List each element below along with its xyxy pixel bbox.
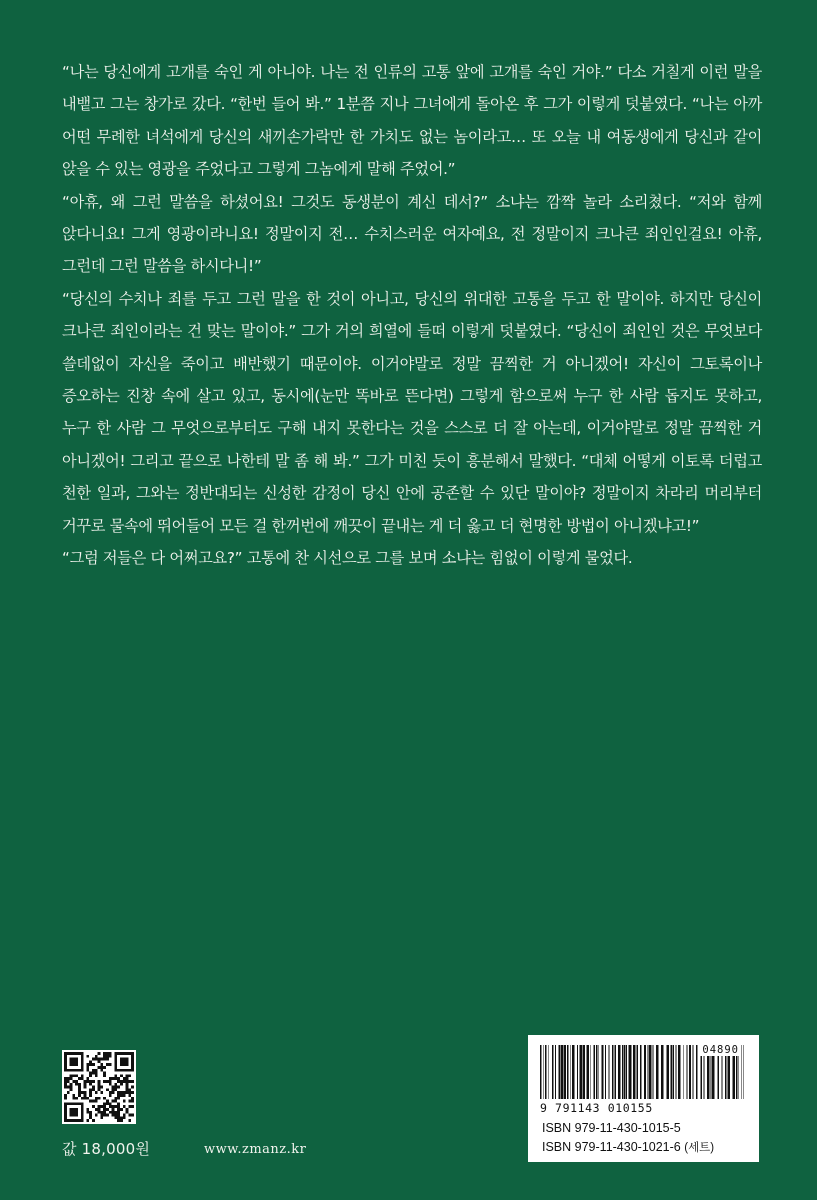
qr-module xyxy=(95,1058,98,1061)
barcode-bar xyxy=(626,1045,627,1099)
qr-module xyxy=(89,1114,92,1117)
qr-module xyxy=(64,1097,67,1100)
qr-module xyxy=(112,1091,115,1094)
qr-module xyxy=(98,1108,101,1111)
qr-module xyxy=(117,1116,120,1119)
qr-module xyxy=(117,1086,120,1089)
qr-module xyxy=(123,1100,126,1103)
barcode-bar xyxy=(561,1045,563,1099)
qr-module xyxy=(128,1074,131,1077)
barcode-bar xyxy=(649,1045,652,1099)
qr-module xyxy=(98,1052,101,1055)
qr-module xyxy=(131,1100,134,1103)
qr-module xyxy=(117,1091,120,1094)
barcode-bar xyxy=(596,1045,598,1099)
barcode-bar xyxy=(609,1045,610,1099)
qr-module xyxy=(117,1111,120,1114)
qr-module xyxy=(126,1074,129,1077)
qr-module xyxy=(89,1083,92,1086)
qr-module xyxy=(67,1086,70,1089)
qr-module xyxy=(70,1083,73,1086)
qr-module xyxy=(114,1114,117,1117)
qr-module xyxy=(109,1063,112,1066)
qr-module xyxy=(131,1097,134,1100)
qr-module xyxy=(100,1063,103,1066)
qr-module xyxy=(126,1108,129,1111)
qr-module xyxy=(106,1114,109,1117)
qr-module xyxy=(112,1088,115,1091)
qr-module xyxy=(78,1094,81,1097)
barcode-bar xyxy=(577,1045,578,1099)
paragraph-2: “아휴, 왜 그런 말씀을 하셨어요! 그것도 동생분이 계신 데서?” 소냐는 깜짝 놀라 소리쳤다. “저와 함께 앉다니요! 그게 영광이라니요! 정말이지 전… 수치스러운 여자예요, 전 정말이지 크나큰 죄인인걸요! 아휴, 그런데 그런 말씀을 하시다니!” xyxy=(62,192,762,276)
barcode-bar xyxy=(673,1045,674,1099)
paragraph-4: “그럼 저들은 다 어쩌고요?” 고통에 찬 시선으로 그를 보며 소냐는 힘없이 이렇게 물었다. xyxy=(62,549,633,568)
isbn-main xyxy=(542,1121,681,1135)
qr-module xyxy=(106,1063,109,1066)
barcode-number: 9 791143 010155 xyxy=(540,1101,653,1115)
qr-module xyxy=(112,1100,115,1103)
qr-module xyxy=(89,1063,92,1066)
barcode-bar xyxy=(683,1045,684,1099)
qr-module xyxy=(103,1102,106,1105)
qr-module xyxy=(98,1097,101,1100)
qr-module xyxy=(106,1108,109,1111)
qr-module xyxy=(95,1097,98,1100)
qr-module xyxy=(92,1063,95,1066)
qr-module xyxy=(120,1119,123,1122)
barcode-bar xyxy=(633,1045,636,1099)
barcode-bar xyxy=(629,1045,632,1099)
barcode-bar xyxy=(555,1045,556,1099)
qr-module xyxy=(92,1069,95,1072)
qr-module xyxy=(75,1083,78,1086)
qr-module xyxy=(98,1088,101,1091)
qr-module xyxy=(120,1083,123,1086)
qr-module xyxy=(120,1074,123,1077)
qr-module xyxy=(117,1102,120,1105)
qr-module xyxy=(95,1074,98,1077)
qr-module xyxy=(112,1105,115,1108)
barcode-bar xyxy=(696,1045,698,1099)
barcode-bar xyxy=(570,1045,571,1099)
barcode-bar xyxy=(612,1045,614,1099)
qr-module xyxy=(103,1114,106,1117)
qr-module xyxy=(131,1080,134,1083)
qr-module xyxy=(84,1097,87,1100)
barcode-bar xyxy=(678,1045,681,1099)
barcode-addon-code: 04890 xyxy=(702,1044,739,1056)
qr-module xyxy=(89,1100,92,1103)
qr-module xyxy=(109,1083,112,1086)
qr-module xyxy=(128,1088,131,1091)
qr-module xyxy=(109,1077,112,1080)
paragraph-3: “당신의 수치나 죄를 두고 그런 말을 한 것이 아니고, 당신의 위대한 고통을 두고 한 말이야. 하지만 당신이 크나큰 죄인이라는 건 맞는 말이야.” 그가 거의 희열에 들떠 이렇게 덧붙였다. “당신이 죄인인 것은 무엇보다 쓸데없이 자신을 죽이고 배반했기 때문이야. 이거야말로 정말 끔찍한 거 아니겠어! 자신이 그토록이나 증오하는 진창 속에 살고 있고, 동시에(눈만 똑바로 뜬다면) 그렇게 함으로써 누구 한 사람 돕지도 못하고, 누구 한 사람 그 무엇으로부터도 구해 내지 못한다는 것을 스스로 더 잘 아는데, 이거야말로 정말 끔찍한 거 아니겠어! 그리고 끝으로 나한테 말 좀 해 봐.” 그가 미친 듯이 흥분해서 말했다. “대체 어떻게 이토록 더럽고 천한 일과, 그와는 정반대되는 신성한 감정이 당신 안에 공존할 수 있단 말이야? 정말이지 차라리 머리부터 거꾸로 물속에 뛰어들어 모든 걸 한꺼번에 깨끗이 끝내는 게 더 옳고 더 현명한 방법이 아니겠냐고!” xyxy=(62,289,762,535)
qr-module xyxy=(70,1077,73,1080)
qr-module xyxy=(112,1108,115,1111)
qr-module xyxy=(100,1066,103,1069)
qr-module xyxy=(103,1080,106,1083)
qr-module xyxy=(64,1083,67,1086)
qr-module xyxy=(128,1080,131,1083)
qr-module xyxy=(86,1111,89,1114)
qr-module xyxy=(123,1094,126,1097)
qr-module xyxy=(84,1083,87,1086)
qr-module xyxy=(114,1077,117,1080)
qr-module xyxy=(98,1083,101,1086)
qr-module xyxy=(131,1086,134,1089)
isbn-set xyxy=(542,1139,714,1155)
barcode-bar xyxy=(552,1045,554,1099)
qr-module xyxy=(98,1086,101,1089)
website-url: www.zmanz.kr xyxy=(204,1142,307,1157)
qr-module xyxy=(78,1091,81,1094)
qr-module xyxy=(89,1111,92,1114)
qr-module xyxy=(117,1105,120,1108)
qr-module xyxy=(123,1116,126,1119)
qr-module xyxy=(86,1119,89,1122)
qr-module xyxy=(117,1108,120,1111)
qr-module xyxy=(114,1083,117,1086)
barcode-bar xyxy=(689,1045,691,1099)
qr-module xyxy=(112,1086,115,1089)
qr-module xyxy=(67,1080,70,1083)
qr-module xyxy=(86,1097,89,1100)
barcode-bar xyxy=(661,1045,664,1099)
qr-module xyxy=(128,1114,131,1117)
qr-module xyxy=(112,1114,115,1117)
qr-module xyxy=(114,1088,117,1091)
qr-module xyxy=(72,1094,75,1097)
qr-module xyxy=(100,1069,103,1072)
barcode-bar xyxy=(605,1045,606,1099)
qr-module xyxy=(72,1074,75,1077)
barcode-bar xyxy=(622,1045,623,1099)
barcode-bar xyxy=(636,1045,638,1099)
qr-module xyxy=(103,1105,106,1108)
qr-module xyxy=(98,1058,101,1061)
qr-module xyxy=(95,1069,98,1072)
qr-module xyxy=(89,1074,92,1077)
qr-module xyxy=(117,1119,120,1122)
qr-module xyxy=(103,1097,106,1100)
qr-module xyxy=(86,1077,89,1080)
qr-module xyxy=(103,1072,106,1075)
qr-module xyxy=(92,1080,95,1083)
qr-module xyxy=(89,1060,92,1063)
qr-module xyxy=(106,1080,109,1083)
qr-module xyxy=(117,1114,120,1117)
qr-module xyxy=(114,1105,117,1108)
qr-module xyxy=(92,1119,95,1122)
barcode-bar xyxy=(559,1045,561,1099)
barcode-bar xyxy=(567,1045,569,1099)
qr-module xyxy=(95,1114,98,1117)
qr-module xyxy=(126,1080,129,1083)
qr-module xyxy=(78,1083,81,1086)
qr-module xyxy=(112,1111,115,1114)
qr-module xyxy=(72,1097,75,1100)
qr-module xyxy=(86,1066,89,1069)
qr-module xyxy=(98,1080,101,1083)
qr-module xyxy=(120,1080,123,1083)
qr-module xyxy=(86,1069,89,1072)
qr-module xyxy=(123,1077,126,1080)
qr-module xyxy=(106,1052,109,1055)
qr-module xyxy=(103,1058,106,1061)
qr-module xyxy=(98,1111,101,1114)
qr-module xyxy=(100,1086,103,1089)
barcode-bar xyxy=(687,1045,688,1099)
qr-module xyxy=(81,1074,84,1077)
qr-module xyxy=(92,1072,95,1075)
qr-module xyxy=(95,1055,98,1058)
qr-module xyxy=(109,1052,112,1055)
qr-module xyxy=(109,1055,112,1058)
qr-module xyxy=(106,1088,109,1091)
qr-module xyxy=(64,1086,67,1089)
barcode-bar xyxy=(593,1045,595,1099)
qr-module xyxy=(89,1091,92,1094)
qr-module xyxy=(89,1094,92,1097)
qr-module xyxy=(75,1074,78,1077)
qr-module xyxy=(112,1077,115,1080)
isbn-main-text: ISBN 979-11-430-1015-5 xyxy=(542,1121,681,1135)
qr-module xyxy=(131,1091,134,1094)
barcode-bar xyxy=(564,1045,567,1099)
qr-module xyxy=(109,1102,112,1105)
body-text xyxy=(62,56,762,575)
qr-module xyxy=(106,1100,109,1103)
qr-module xyxy=(126,1091,129,1094)
barcode-bar xyxy=(676,1045,677,1099)
qr-module xyxy=(67,1091,70,1094)
barcode-bar xyxy=(590,1045,591,1099)
qr-module xyxy=(109,1080,112,1083)
qr-module xyxy=(100,1091,103,1094)
qr-module xyxy=(117,1094,120,1097)
qr-module xyxy=(92,1086,95,1089)
qr-module xyxy=(92,1088,95,1091)
qr-module xyxy=(89,1080,92,1083)
barcode-bar xyxy=(598,1045,599,1099)
barcode-bar xyxy=(741,1045,742,1099)
qr-module xyxy=(64,1077,67,1080)
barcode-bar xyxy=(602,1045,604,1099)
price-label: 값 18,000원 xyxy=(62,1140,151,1158)
qr-module xyxy=(95,1072,98,1075)
barcode-panel xyxy=(528,1035,759,1162)
qr-module xyxy=(89,1088,92,1091)
qr-module xyxy=(95,1108,98,1111)
qr-module xyxy=(84,1094,87,1097)
qr-module xyxy=(75,1080,78,1083)
qr-code-icon xyxy=(62,1050,136,1124)
barcode-bar xyxy=(671,1045,673,1099)
qr-module xyxy=(109,1091,112,1094)
isbn-set-text: ISBN 979-11-430-1021-6 xyxy=(542,1140,681,1154)
qr-module xyxy=(123,1080,126,1083)
qr-module xyxy=(81,1097,84,1100)
qr-module xyxy=(78,1077,81,1080)
qr-module xyxy=(120,1094,123,1097)
qr-module xyxy=(92,1105,95,1108)
qr-module xyxy=(103,1055,106,1058)
qr-module xyxy=(86,1063,89,1066)
qr-module xyxy=(109,1105,112,1108)
qr-module xyxy=(78,1086,81,1089)
paragraph-1: “나는 당신에게 고개를 숙인 게 아니야. 나는 전 인류의 고통 앞에 고개를 숙인 거야.” 다소 거칠게 이런 말을 내뱉고 그는 창가로 갔다. “한번 들어 봐.” 1분쯤 지나 그녀에게 돌아온 후 그가 이렇게 덧붙였다. “나는 아까 어떤 무례한 녀석에게 당신의 새끼손가락만 한 가치도 없는 놈이라고… 또 오늘 내 여동생에게 당신과 같이 앉을 수 있는 영광을 주었다고 그렇게 그놈에게 말해 주었어.” xyxy=(62,63,762,179)
qr-module xyxy=(128,1094,131,1097)
qr-module xyxy=(89,1116,92,1119)
qr-module xyxy=(103,1108,106,1111)
qr-module xyxy=(123,1105,126,1108)
barcode-bar xyxy=(548,1045,549,1099)
qr-module xyxy=(114,1097,117,1100)
qr-module xyxy=(128,1105,131,1108)
qr-module xyxy=(95,1100,98,1103)
qr-module xyxy=(106,1055,109,1058)
qr-module xyxy=(100,1058,103,1061)
qr-module xyxy=(109,1111,112,1114)
qr-module xyxy=(70,1088,73,1091)
qr-module xyxy=(114,1086,117,1089)
qr-module xyxy=(100,1111,103,1114)
qr-module xyxy=(120,1091,123,1094)
barcode-bar xyxy=(653,1045,654,1099)
qr-module xyxy=(131,1114,134,1117)
barcode-bar xyxy=(666,1045,669,1099)
qr-module xyxy=(92,1100,95,1103)
qr-module xyxy=(123,1114,126,1117)
isbn-set-note: (세트) xyxy=(684,1142,715,1154)
barcode-bar xyxy=(693,1045,694,1099)
qr-module xyxy=(114,1111,117,1114)
qr-module xyxy=(84,1086,87,1089)
qr-module xyxy=(92,1058,95,1061)
barcode-bar xyxy=(618,1045,621,1099)
qr-module xyxy=(81,1077,84,1080)
qr-module xyxy=(128,1091,131,1094)
barcode-bar xyxy=(545,1045,547,1099)
qr-module xyxy=(103,1066,106,1069)
qr-module xyxy=(114,1074,117,1077)
qr-module xyxy=(103,1111,106,1114)
qr-module xyxy=(120,1116,123,1119)
qr-module xyxy=(70,1086,73,1089)
qr-code-graphic xyxy=(64,1052,134,1122)
qr-module xyxy=(84,1091,87,1094)
qr-module xyxy=(126,1086,129,1089)
barcode-bar xyxy=(540,1045,542,1099)
qr-module xyxy=(126,1088,129,1091)
qr-module xyxy=(123,1091,126,1094)
barcode-bar xyxy=(572,1045,575,1099)
barcode-bar xyxy=(624,1045,626,1099)
qr-module xyxy=(114,1100,117,1103)
barcode-bar xyxy=(648,1045,649,1099)
qr-module xyxy=(117,1097,120,1100)
qr-module xyxy=(106,1058,109,1061)
qr-module xyxy=(64,1094,67,1097)
qr-module xyxy=(117,1080,120,1083)
qr-module xyxy=(100,1116,103,1119)
qr-module xyxy=(86,1080,89,1083)
qr-module xyxy=(117,1077,120,1080)
qr-module xyxy=(114,1116,117,1119)
qr-module xyxy=(100,1105,103,1108)
barcode-bar xyxy=(614,1045,616,1099)
qr-module xyxy=(128,1119,131,1122)
qr-module xyxy=(126,1083,129,1086)
qr-module xyxy=(81,1091,84,1094)
barcode-bar xyxy=(580,1045,583,1099)
qr-module xyxy=(103,1052,106,1055)
qr-module xyxy=(86,1055,89,1058)
qr-module xyxy=(75,1097,78,1100)
qr-module xyxy=(98,1060,101,1063)
qr-module xyxy=(128,1100,131,1103)
barcode-bar xyxy=(656,1045,659,1099)
qr-module xyxy=(78,1088,81,1091)
qr-module xyxy=(70,1074,73,1077)
qr-module xyxy=(100,1114,103,1117)
qr-module xyxy=(89,1072,92,1075)
qr-module xyxy=(106,1102,109,1105)
barcode-bar xyxy=(743,1045,744,1099)
qr-module xyxy=(67,1077,70,1080)
qr-module xyxy=(98,1066,101,1069)
qr-module xyxy=(98,1105,101,1108)
barcode-bar xyxy=(543,1045,544,1099)
qr-module xyxy=(72,1080,75,1083)
qr-module xyxy=(126,1111,129,1114)
barcode-bar xyxy=(583,1045,585,1099)
qr-module xyxy=(120,1108,123,1111)
qr-module xyxy=(131,1105,134,1108)
barcode-bar xyxy=(644,1045,646,1099)
qr-module xyxy=(109,1094,112,1097)
barcode-bar xyxy=(640,1045,642,1099)
barcode-bar xyxy=(587,1045,590,1099)
qr-module xyxy=(95,1091,98,1094)
qr-module xyxy=(103,1074,106,1077)
qr-module xyxy=(126,1077,129,1080)
qr-module xyxy=(84,1080,87,1083)
qr-module xyxy=(86,1108,89,1111)
qr-module xyxy=(64,1080,67,1083)
